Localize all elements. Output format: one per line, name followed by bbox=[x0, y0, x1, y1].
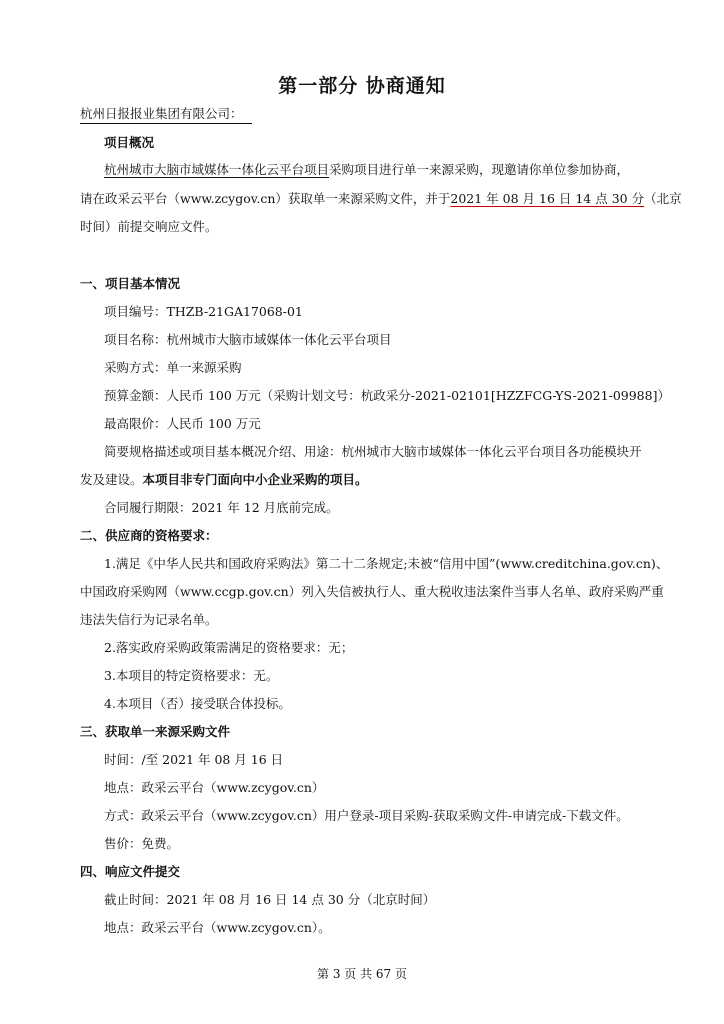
description-line-2-pre: 发及建设。 bbox=[80, 472, 143, 487]
document-place: 地点：政采云平台（www.zcygov.cn） bbox=[104, 780, 325, 795]
section-1-heading: 一、项目基本情况 bbox=[80, 276, 181, 291]
document-price: 售价：免费。 bbox=[104, 836, 180, 851]
page-number-footer: 第 3 页 共 67 页 bbox=[317, 967, 407, 981]
project-name-underlined: 杭州城市大脑市域媒体一体化云平台项目 bbox=[104, 162, 330, 177]
overview-line-2-post: （北京 bbox=[644, 191, 682, 206]
description-line-1: 简要规格描述或项目基本概况介绍、用途：杭州城市大脑市域媒体一体化云平台项目各功能模块开 bbox=[104, 444, 642, 459]
sme-notice: 本项目非专门面向中小企业采购的项目。 bbox=[142, 472, 368, 487]
submission-deadline: 2021 年 08 月 16 日 14 点 30 分 bbox=[450, 191, 645, 206]
addressee: 杭州日报报业集团有限公司： bbox=[80, 105, 252, 124]
project-name: 项目名称：杭州城市大脑市域媒体一体化云平台项目 bbox=[104, 332, 392, 347]
submission-place: 地点：政采云平台（www.zcygov.cn）。 bbox=[104, 920, 331, 935]
submission-deadline-line: 截止时间：2021 年 08 月 16 日 14 点 30 分（北京时间） bbox=[104, 892, 436, 907]
budget-amount: 预算金额：人民币 100 万元（采购计划文号：杭政采分-2021-02101[HZZFCG-YS-2021-09988]） bbox=[104, 388, 670, 403]
overview-heading: 项目概况 bbox=[104, 135, 155, 150]
qualification-3: 3.本项目的特定资格要求：无。 bbox=[104, 668, 279, 683]
section-4-heading: 四、响应文件提交 bbox=[80, 864, 181, 879]
project-number: 项目编号：THZB-21GA17068-01 bbox=[104, 304, 303, 319]
overview-line-2 bbox=[80, 190, 682, 208]
overview-line-2-pre: 请在政采云平台（www.zcygov.cn）获取单一来源采购文件，并于 bbox=[80, 191, 451, 206]
qualification-1-line-3: 违法失信行为记录名单。 bbox=[80, 612, 218, 627]
section-3-heading: 三、获取单一来源采购文件 bbox=[80, 724, 231, 739]
contract-period: 合同履行期限：2021 年 12 月底前完成。 bbox=[104, 500, 339, 515]
document-method: 方式：政采云平台（www.zcygov.cn）用户登录-项目采购-获取采购文件-申请完成-下载文件。 bbox=[104, 808, 629, 823]
qualification-1-line-1: 1.满足《中华人民共和国政府采购法》第二十二条规定;未被“信用中国”(www.creditchina.gov.cn)、 bbox=[104, 556, 669, 571]
overview-line-1-rest: 采购项目进行单一来源采购，现邀请你单位参加协商， bbox=[329, 162, 630, 177]
overview-line-3: 时间）前提交响应文件。 bbox=[80, 219, 218, 234]
qualification-1-line-2: 中国政府采购网（www.ccgp.gov.cn）列入失信被执行人、重大税收违法案件当事人名单、政府采购严重 bbox=[80, 584, 664, 599]
document-time: 时间：/至 2021 年 08 月 16 日 bbox=[104, 752, 284, 767]
section-2-heading: 二、供应商的资格要求： bbox=[80, 528, 218, 543]
qualification-2: 2.落实政府采购政策需满足的资格要求：无； bbox=[104, 640, 354, 655]
max-price: 最高限价：人民币 100 万元 bbox=[104, 416, 261, 431]
page-title: 第一部分 协商通知 bbox=[278, 75, 446, 97]
description-line-2 bbox=[80, 471, 368, 489]
qualification-4: 4.本项目（否）接受联合体投标。 bbox=[104, 696, 291, 711]
overview-line-1 bbox=[104, 161, 629, 179]
procurement-method: 采购方式：单一来源采购 bbox=[104, 360, 242, 375]
